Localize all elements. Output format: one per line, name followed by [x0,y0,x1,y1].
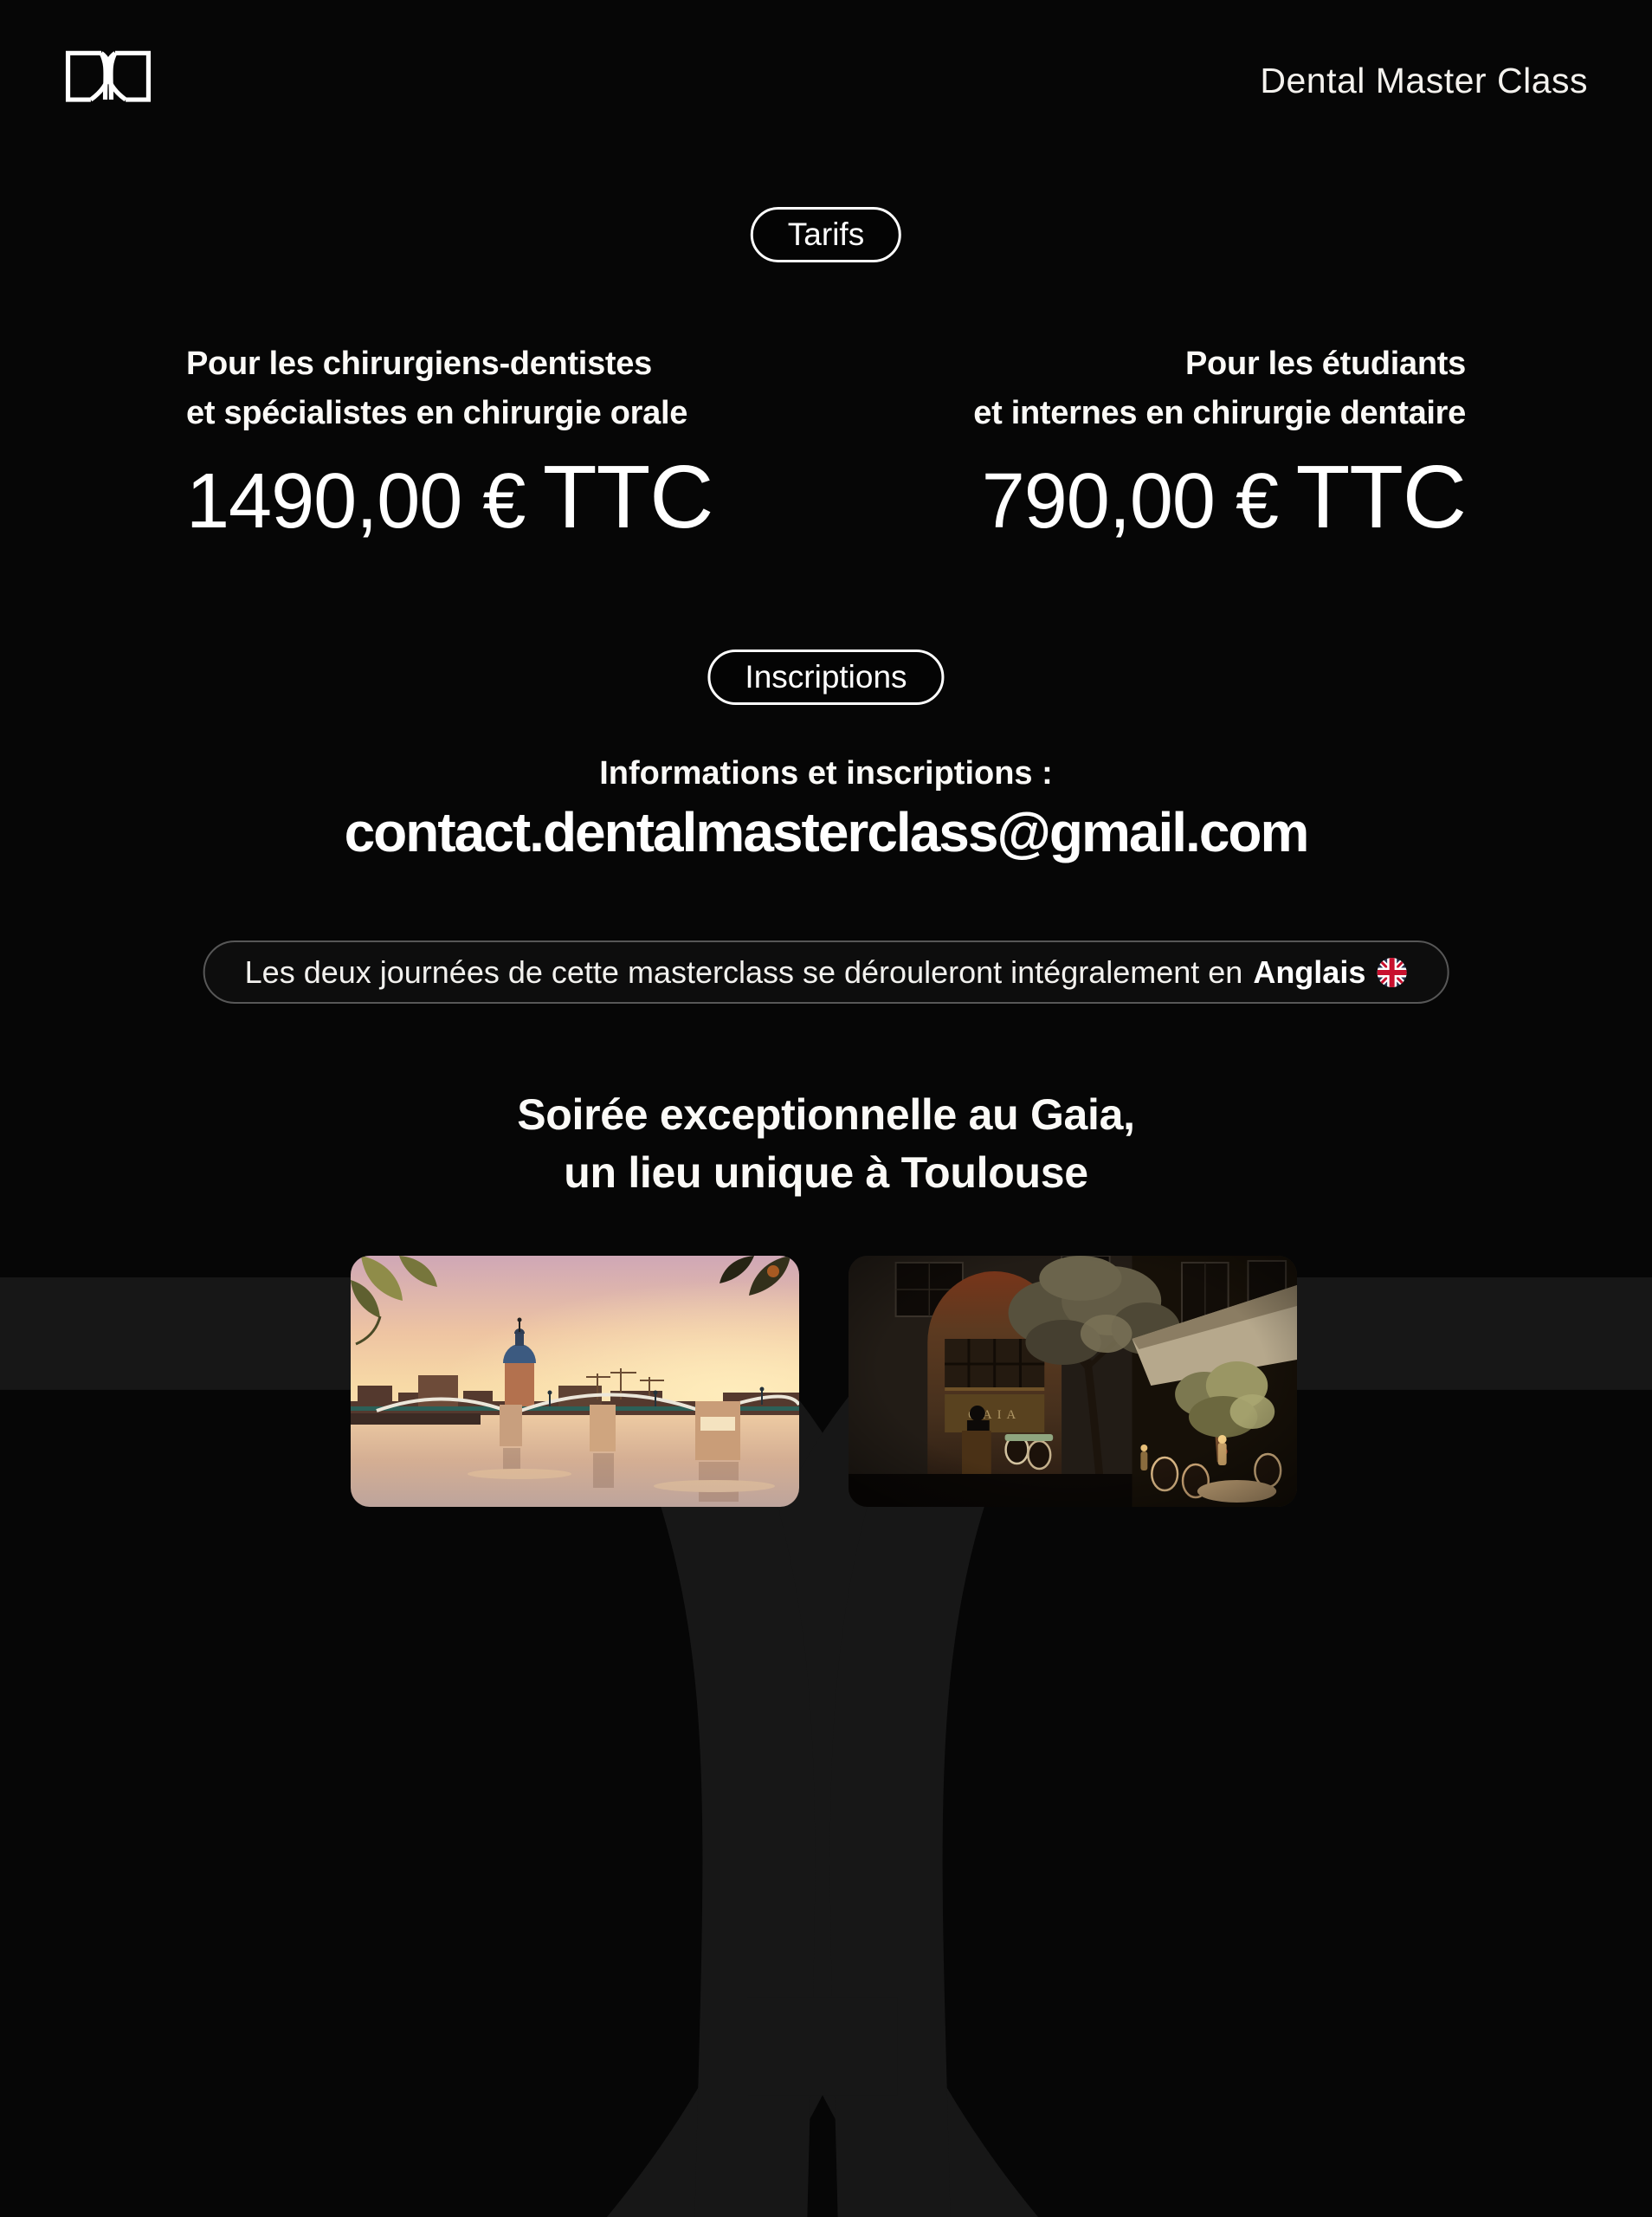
plan-dentists [186,339,713,546]
soiree-title-line2: un lieu unique à Toulouse [564,1148,1088,1197]
plan-amount: 1490,00 € [186,458,526,545]
language-note-pill [203,940,1449,1004]
inscriptions-badge: Inscriptions [707,650,944,705]
contact-email-link[interactable]: contact.dentalmasterclass@gmail.com [344,801,1308,863]
plan-audience-line2: et spécialistes en chirurgie orale [186,395,688,431]
language-note-emphasis: Anglais [1253,953,1366,990]
soiree-title-line1: Soirée exceptionnelle au Gaia, [517,1090,1135,1139]
contact-email-row [0,800,1652,864]
uk-flag-icon [1376,957,1407,988]
photo-gaia-courtyard [849,1256,1297,1507]
plan-audience-line2: et internes en chirurgie dentaire [973,395,1466,431]
plan-audience [186,339,713,438]
plan-amount: 790,00 € [981,458,1279,545]
plan-audience [973,339,1466,438]
plan-price [186,449,713,546]
language-note-text: Les deux journées de cette masterclass se dérouleront intégralement en [244,953,1243,990]
plan-tax-suffix: TTC [542,447,713,546]
brand-title: Dental Master Class [1260,61,1588,100]
dmc-logo-icon [63,50,153,102]
soiree-photos [351,1256,1297,1507]
plan-audience-line1: Pour les chirurgiens-dentistes [186,346,652,382]
pricing-section [186,339,1466,546]
tarifs-badge: Tarifs [751,207,901,262]
plan-students [973,339,1466,546]
plan-price [982,449,1466,546]
photo-toulouse-sunset [351,1256,799,1507]
soiree-title [0,1086,1652,1202]
plan-tax-suffix: TTC [1295,447,1466,546]
plan-audience-line1: Pour les étudiants [1184,346,1466,382]
inscriptions-intro: Informations et inscriptions : [599,755,1053,792]
